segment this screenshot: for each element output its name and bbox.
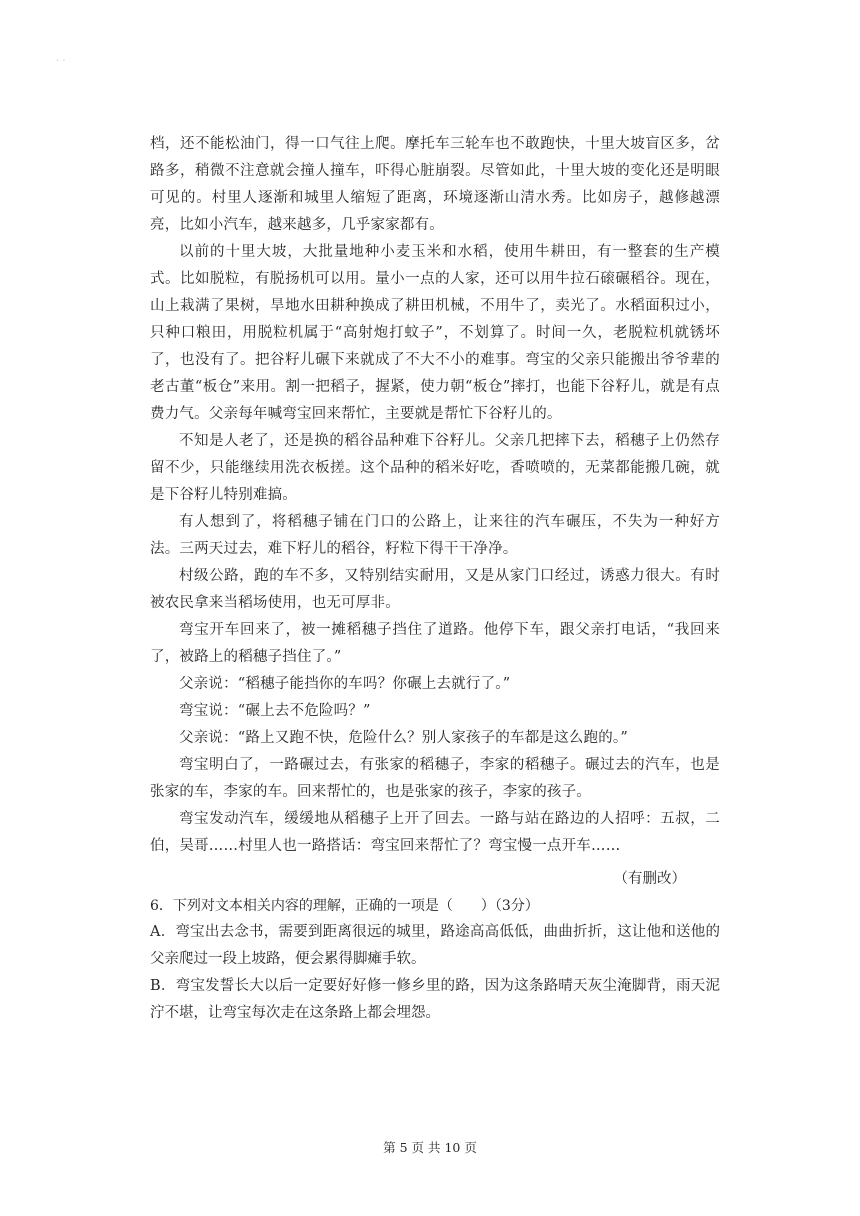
article-paragraph-9: 父亲说：“路上又跑不快，危险什么？别人家孩子的车都是这么跑的。” — [179, 730, 628, 746]
article-paragraph-4: 有人想到了，将稻穗子铺在门口的公路上，让来往的汽车碾压，不失为一种好方法。三两天过去，难下籽儿的稻谷，籽粒下得干干净净。 — [150, 514, 720, 557]
question-stem: 6．下列对文本相关内容的理解，正确的一项是（ ）（3分） — [150, 898, 539, 914]
page-footer: 第 5 页 共 10 页 — [383, 1140, 477, 1155]
article-paragraph-8: 弯宝说：“碾上去不危险吗？” — [179, 703, 371, 719]
article-paragraph-1: 档，还不能松油门，得一口气往上爬。摩托车三轮车也不敢跑快，十里大坡盲区多，岔路多，稍微不注意就会撞人撞车，吓得心脏崩裂。尽管如此，十里大坡的变化还是明眼可见的。村里人逐渐和城里人缩短了距离，环境逐渐山清水秀。比如房子，越修越漂亮，比如小汽车，越来越多，几乎家家都有。 — [150, 136, 720, 233]
source-note: （有删改） — [613, 871, 686, 887]
article-paragraph-11: 弯宝发动汽车，缓缓地从稻穗子上开了回去。一路与站在路边的人招呼：五叔，二伯，吴哥……村里人也一路搭话：弯宝回来帮忙了？弯宝慢一点开车…… — [150, 811, 720, 854]
article-text — [150, 131, 720, 893]
page-content — [150, 131, 720, 1027]
article-paragraph-6: 弯宝开车回来了，被一摊稻穗子挡住了道路。他停下车，跟父亲打电话，“我回来了，被路上的稻穗子挡住了。” — [150, 622, 720, 665]
article-paragraph-2: 以前的十里大坡，大批量地种小麦玉米和水稻，使用牛耕田，有一整套的生产模式。比如脱粒，有脱扬机可以用。量小一点的人家，还可以用牛拉石磙碾稻谷。现在，山上栽满了果树，旱地水田耕种换成了耕田机械，不用牛了，卖光了。水稻面积过小，只种口粮田，用脱粒机属于“高射炮打蚊子”，不划算了。时间一久，老脱粒机就锈坏了，也没有了。把谷籽儿碾下来就成了不大不小的难事。弯宝的父亲只能搬出爷爷辈的老古董“板仓”来用。割一把稻子，握紧，使力朝“板仓”摔打，也能下谷籽儿，就是有点费力气。父亲每年喊弯宝回来帮忙，主要就是帮忙下谷籽儿的。 — [150, 244, 720, 422]
article-paragraph-5: 村级公路，跑的车不多，又特别结实耐用，又是从家门口经过，诱惑力很大。有时被农民拿来当稻场使用，也无可厚非。 — [150, 568, 720, 611]
question-option-a: A．弯宝出去念书，需要到距离很远的城里，路途高高低低，曲曲折折，这让他和送他的父亲爬过一段上坡路，便会累得脚瘫手软。 — [150, 924, 720, 967]
article-paragraph-3: 不知是人老了，还是换的稻谷品种难下谷籽儿。父亲几把摔下去，稻穗子上仍然存留不少，只能继续用洗衣板搓。这个品种的稻米好吃，香喷喷的，无菜都能搬几碗，就是下谷籽儿特别难搞。 — [150, 433, 720, 503]
question-option-b: B．弯宝发誓长大以后一定要好好修一修乡里的路，因为这条路晴天灰尘淹脚背，雨天泥泞不堪，让弯宝每次走在这条路上都会埋怨。 — [150, 978, 720, 1021]
question-block — [150, 893, 720, 1027]
scan-corner-mark: · · — [56, 56, 66, 67]
article-paragraph-10: 弯宝明白了，一路碾过去，有张家的稻穗子，李家的稻穗子。碾过去的汽车，也是张家的车，李家的车。回来帮忙的，也是张家的孩子，李家的孩子。 — [150, 757, 720, 800]
article-paragraph-7: 父亲说：“稻穗子能挡你的车吗？你碾上去就行了。” — [179, 676, 511, 692]
